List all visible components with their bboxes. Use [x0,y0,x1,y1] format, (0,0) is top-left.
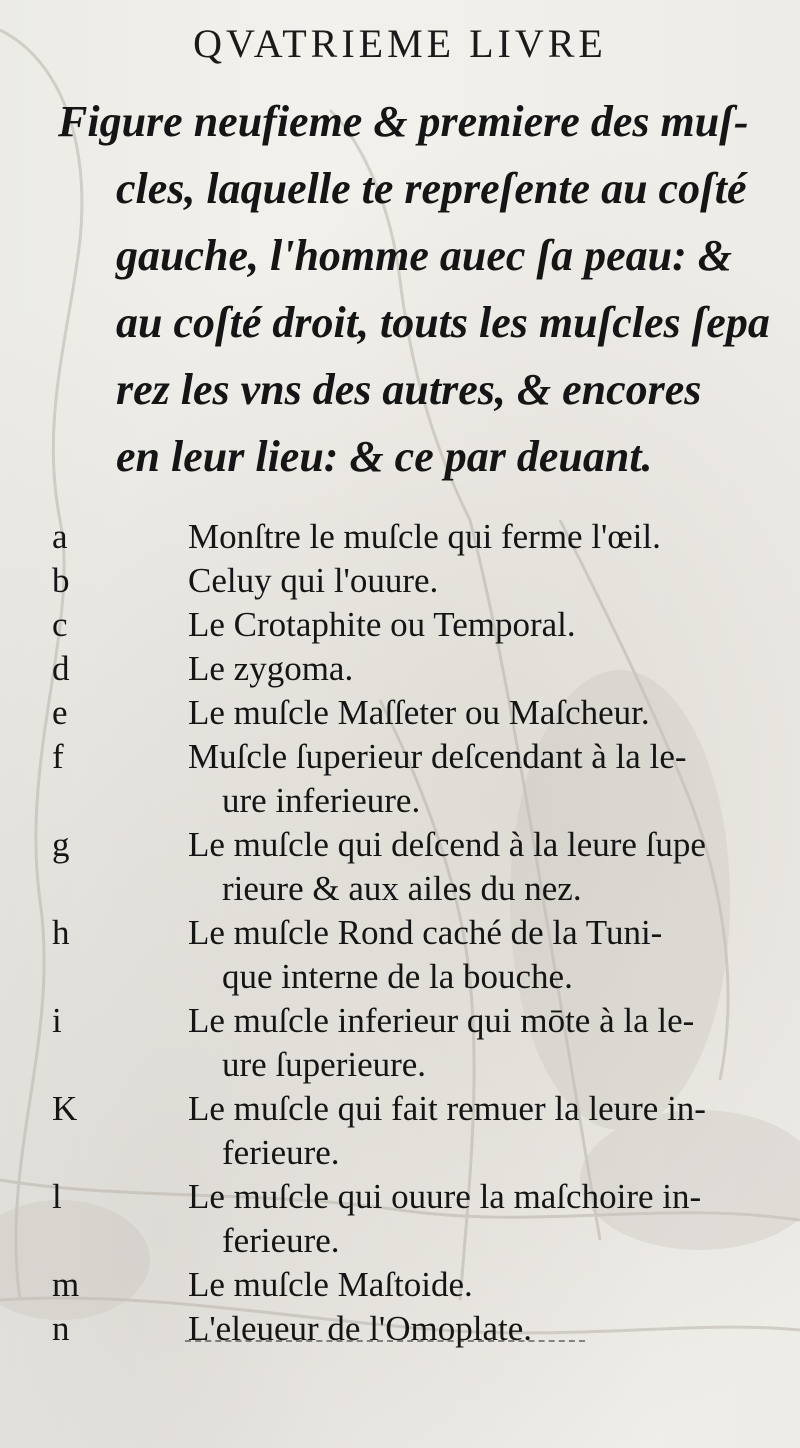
legend-letter: m [52,1265,80,1304]
caption-line: cles, laquelle te repreſente au coſté [116,164,747,213]
caption-line: au coſté droit, touts les muſcles ſepa [116,298,770,347]
caption-line: Figure neufieme & premiere des muſ- [58,97,749,146]
legend-text-continuation: ure ſuperieure. [222,1045,427,1084]
legend-text: Le muſcle qui ouure la maſchoire in- [188,1177,702,1216]
legend-text-continuation: ferieure. [222,1221,340,1260]
legend-letter: i [52,1001,62,1040]
legend-letter: K [52,1089,78,1128]
legend-text: Le zygoma. [188,649,354,688]
legend-entry [0,999,800,1087]
legend-entry [0,603,800,647]
figure-caption [58,88,778,490]
legend-text: Muſcle ſuperieur deſcendant à la le- [188,737,687,776]
legend-text: Le Crotaphite ou Temporal. [188,605,576,644]
running-head: QVATRIEME LIVRE [193,21,607,66]
legend-text-continuation: que interne de la bouche. [222,957,573,996]
caption-line: rez les vns des autres, & encores [116,365,702,414]
legend-entry [0,559,800,603]
legend-letter: b [52,561,70,600]
legend-text: L'eleueur de l'Omoplate. [188,1309,533,1348]
legend-entry [0,911,800,999]
legend-letter: e [52,693,68,732]
legend-entry [0,735,800,823]
legend-entry [0,1263,800,1307]
legend-text: Le muſcle Maſtoide. [188,1265,473,1304]
legend-entry [0,647,800,691]
legend-text: Le muſcle Maſſeter ou Maſcheur. [188,693,650,732]
legend-entry [0,515,800,559]
legend-text-continuation: ferieure. [222,1133,340,1172]
legend-letter: h [52,913,70,952]
legend-letter: n [52,1309,70,1348]
legend-text: Le muſcle Rond caché de la Tuni- [188,913,663,952]
legend-letter: d [52,649,70,688]
legend-letter: g [52,825,70,864]
caption-line: gauche, l'homme auec ſa peau: & [116,231,732,280]
legend-text: Le muſcle qui fait remuer la leure in- [188,1089,706,1128]
bottom-rule [185,1340,585,1342]
legend-text: Le muſcle qui deſcend à la leure ſupe [188,825,706,864]
muscle-legend [0,515,800,1351]
legend-text: Monſtre le muſcle qui ferme l'œil. [188,517,661,556]
caption-line: en leur lieu: & ce par deuant. [116,432,653,481]
legend-text-continuation: ure inferieure. [222,781,421,820]
legend-letter: f [52,737,64,776]
legend-letter: c [52,605,68,644]
legend-entry [0,823,800,911]
legend-text: Celuy qui l'ouure. [188,561,439,600]
legend-entry [0,691,800,735]
legend-text: Le muſcle inferieur qui mōte à la le- [188,1001,695,1040]
legend-letter: l [52,1177,62,1216]
legend-entry [0,1307,800,1351]
legend-entry [0,1087,800,1175]
legend-text-continuation: rieure & aux ailes du nez. [222,869,582,908]
legend-letter: a [52,517,68,556]
legend-entry [0,1175,800,1263]
